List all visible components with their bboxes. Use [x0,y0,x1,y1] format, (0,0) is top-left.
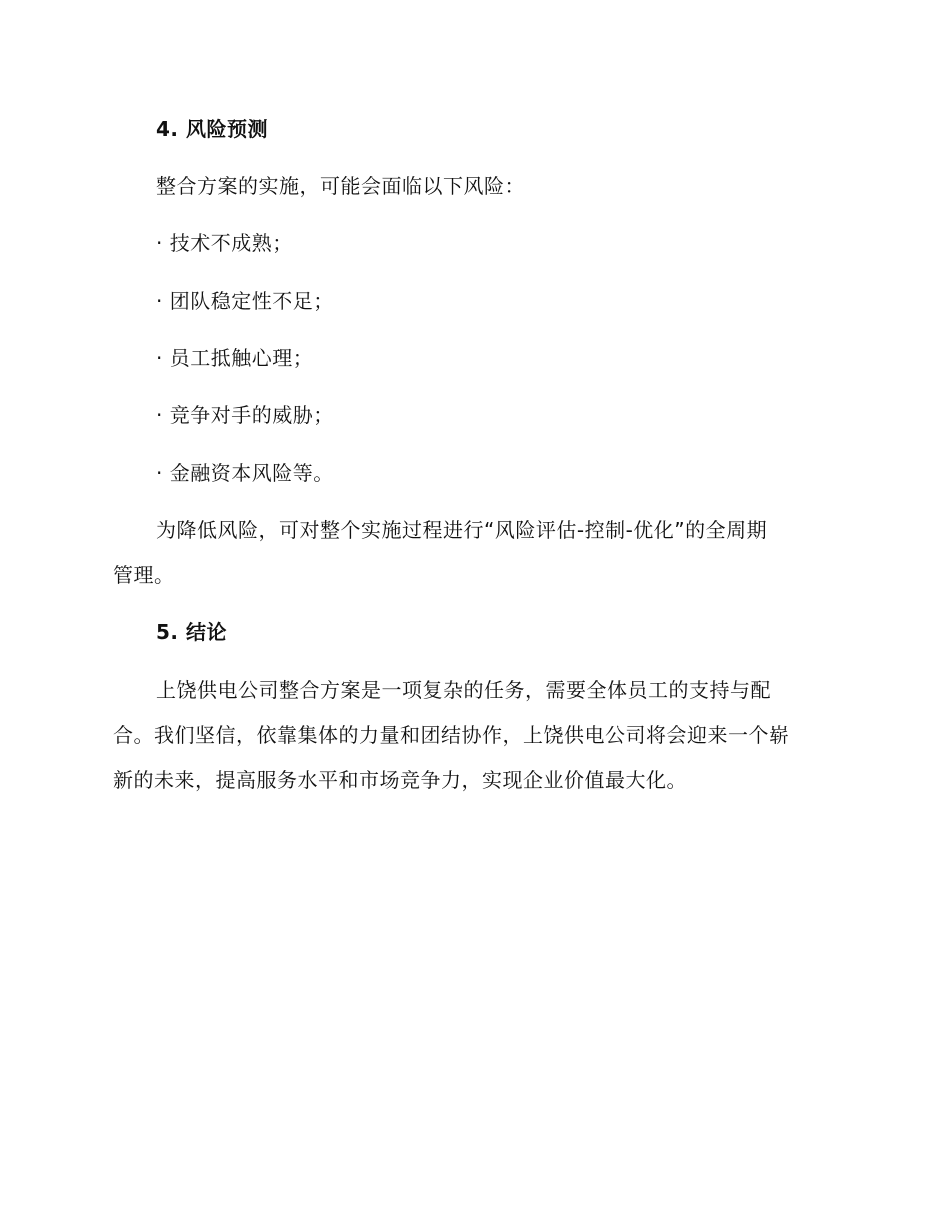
risk-item: · 技术不成熟； [156,231,293,255]
mitigation-paragraph-line-2: 管理。 [113,563,175,587]
risk-item: · 员工抵触心理； [156,346,314,370]
mitigation-paragraph-line-1: 为降低风险，可对整个实施过程进行“风险评估-控制-优化”的全周期 [156,518,768,542]
risk-item: · 竞争对手的威胁； [156,403,334,427]
section-5-heading: 5. 结论 [156,620,227,644]
conclusion-paragraph-line-2: 合。我们坚信，依靠集体的力量和团结协作，上饶供电公司将会迎来一个崭 [113,723,790,747]
section-4-intro: 整合方案的实施，可能会面临以下风险： [156,174,525,198]
risk-item: · 金融资本风险等。 [156,461,334,485]
section-4-heading: 4. 风险预测 [156,117,268,141]
conclusion-paragraph-line-1: 上饶供电公司整合方案是一项复杂的任务，需要全体员工的支持与配 [156,678,771,702]
conclusion-paragraph-line-3: 新的未来，提高服务水平和市场竞争力，实现企业价值最大化。 [113,768,687,792]
risk-item: · 团队稳定性不足； [156,289,334,313]
